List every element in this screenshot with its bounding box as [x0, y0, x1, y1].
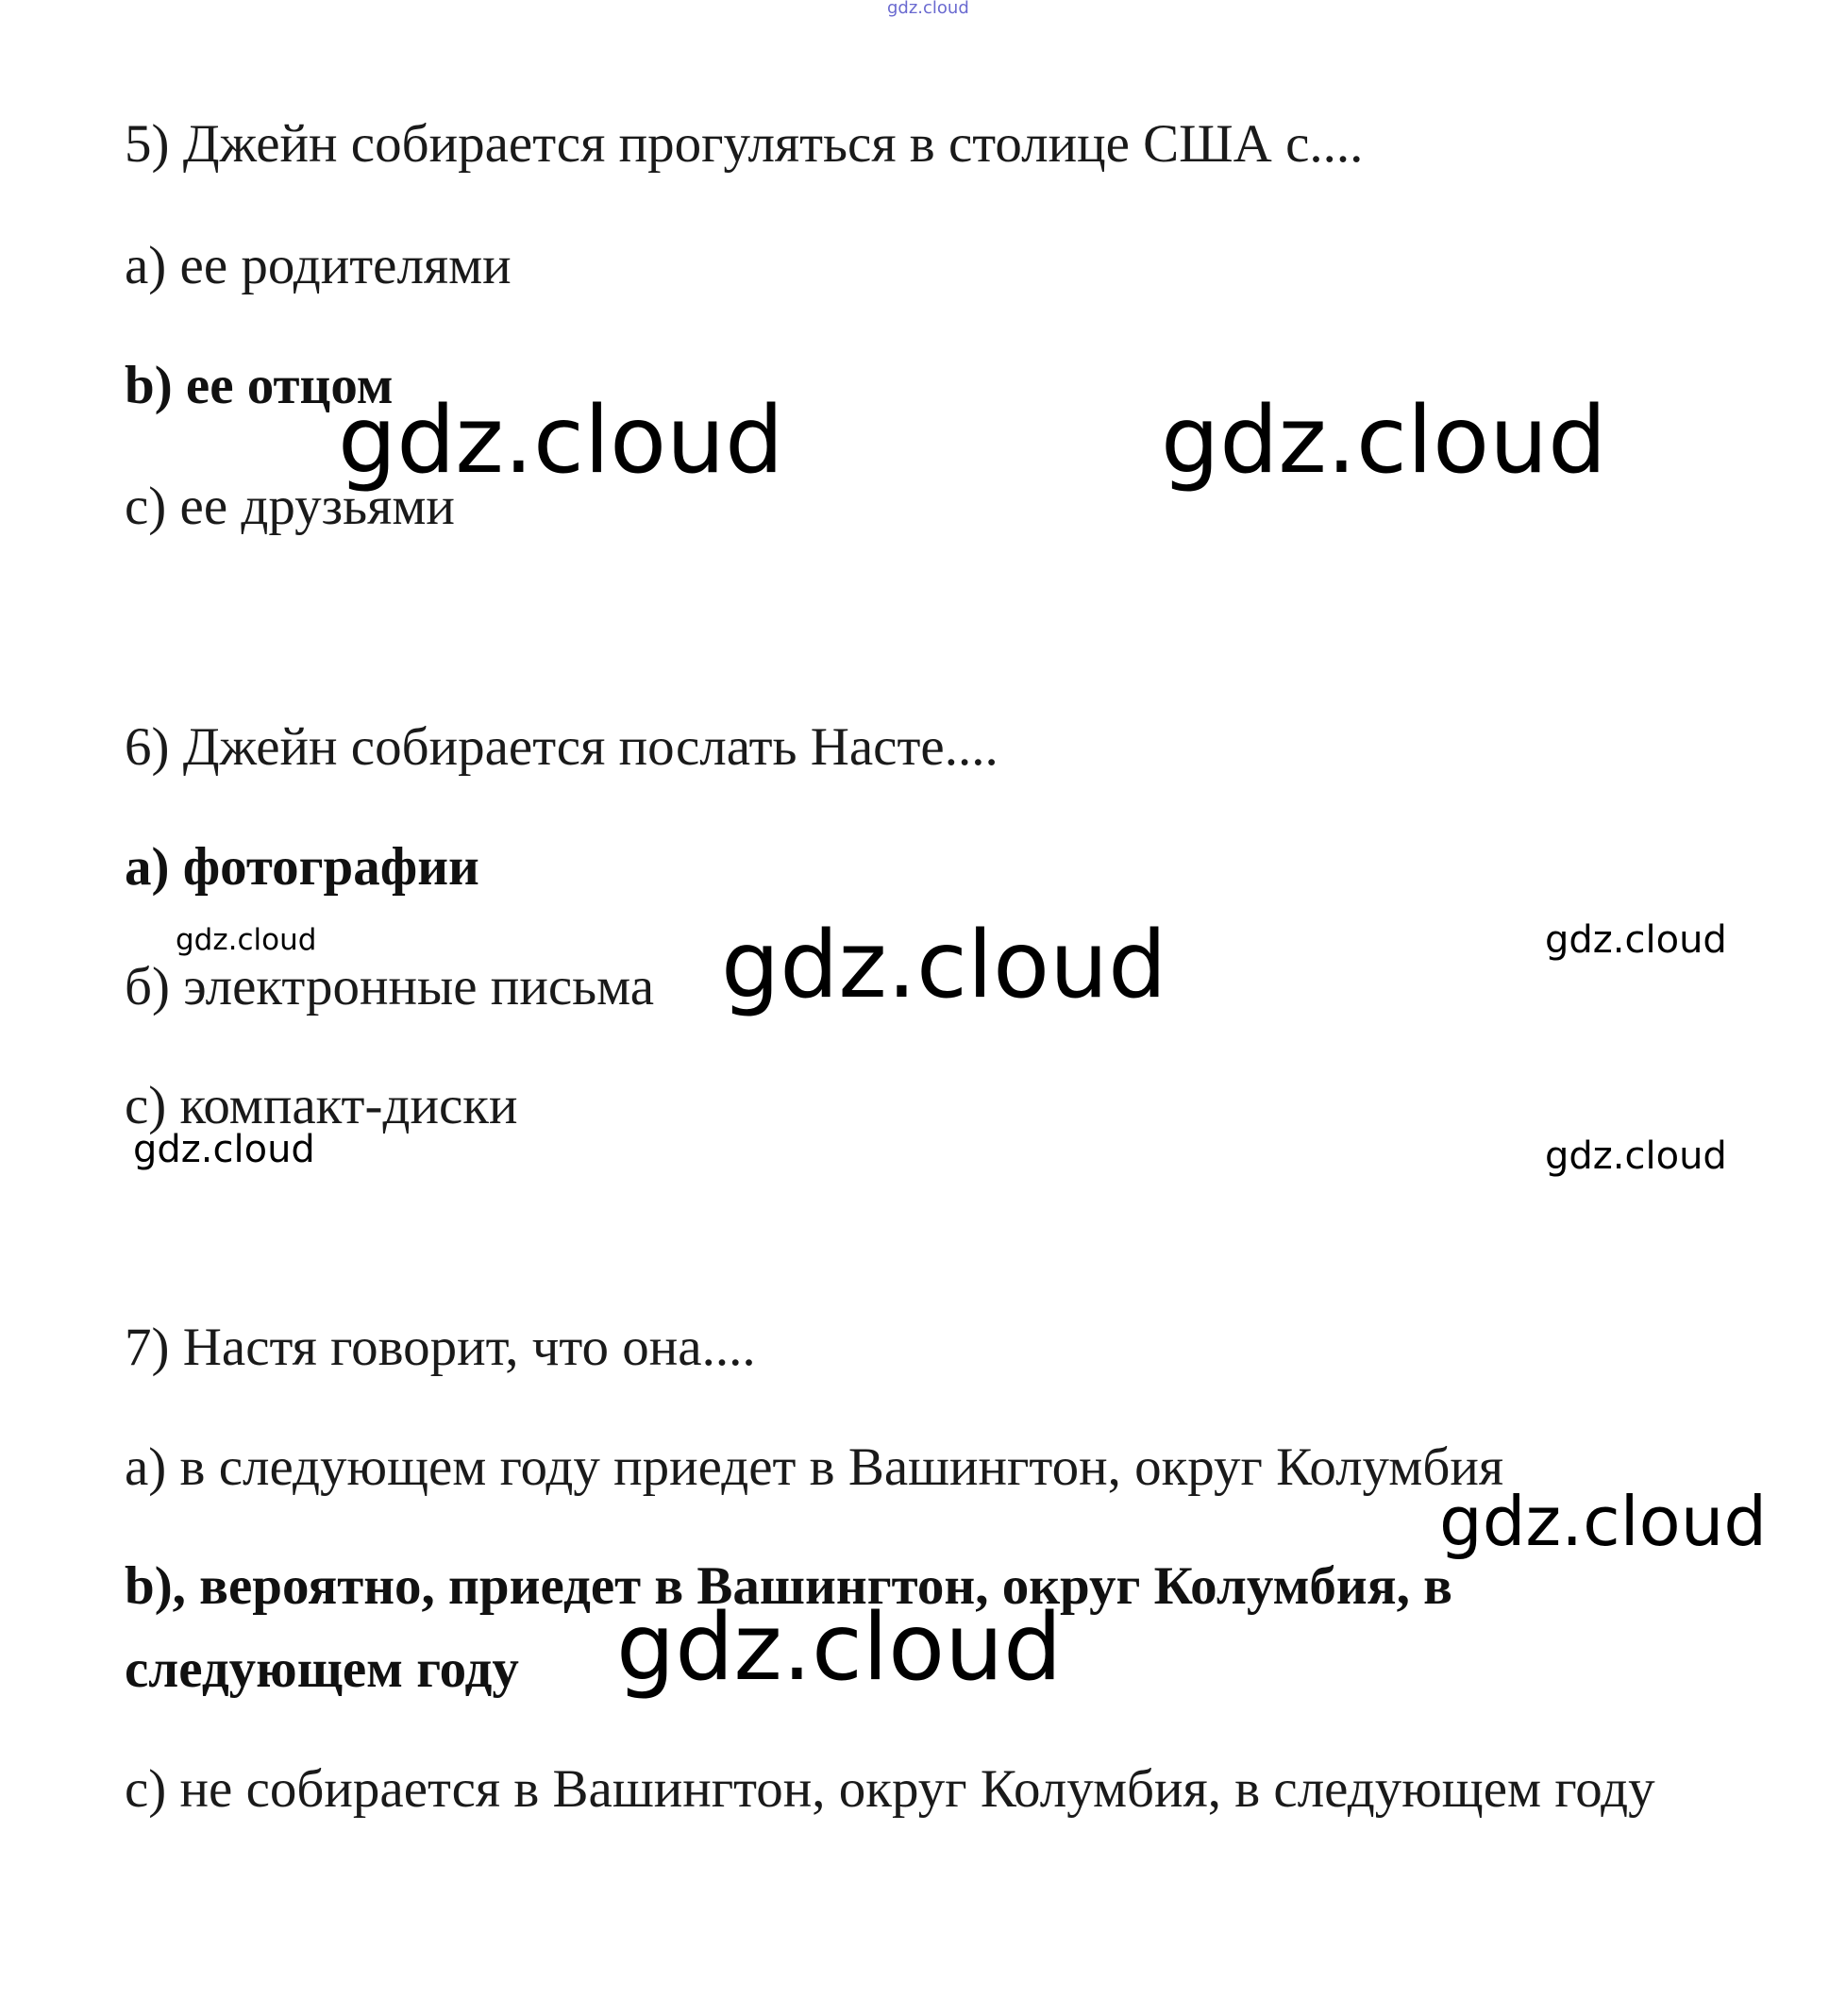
watermark: gdz.cloud	[1439, 1482, 1768, 1561]
question-7-option-a: а) в следующем году приедет в Вашингтон, округ Колумбия	[125, 1437, 1504, 1497]
question-7-option-c: с) не собирается в Вашингтон, округ Колумбия, в следующем году	[125, 1759, 1655, 1819]
watermark: gdz.cloud	[1161, 387, 1607, 495]
watermark: gdz.cloud	[1545, 918, 1727, 962]
question-7-option-b-answer: b), вероятно, приедет в Вашингтон, округ Колумбия, в	[125, 1556, 1452, 1616]
question-6-option-c: с) компакт-диски	[125, 1076, 518, 1135]
watermark: gdz.cloud	[133, 1128, 315, 1171]
watermark: gdz.cloud	[616, 1594, 1063, 1702]
question-6-prompt: 6) Джейн собирается послать Насте....	[125, 717, 998, 777]
question-5-option-b-answer: b) ее отцом	[125, 356, 394, 415]
watermark: gdz.cloud	[721, 912, 1167, 1019]
question-5-prompt: 5) Джейн собирается прогуляться в столице США с....	[125, 114, 1364, 174]
question-7-option-b-answer-continued: следующем году	[125, 1639, 519, 1699]
question-5-option-a: а) ее родителями	[125, 236, 512, 295]
question-6-option-a-answer: а) фотографии	[125, 837, 479, 897]
question-7-prompt: 7) Настя говорит, что она....	[125, 1318, 756, 1377]
header-watermark: gdz.cloud	[887, 0, 969, 18]
question-5-option-c: с) ее друзьями	[125, 477, 455, 536]
watermark: gdz.cloud	[1545, 1134, 1727, 1178]
watermark: gdz.cloud	[338, 387, 784, 495]
watermark: gdz.cloud	[176, 923, 317, 957]
question-6-option-b: б) электронные письма	[125, 957, 655, 1016]
